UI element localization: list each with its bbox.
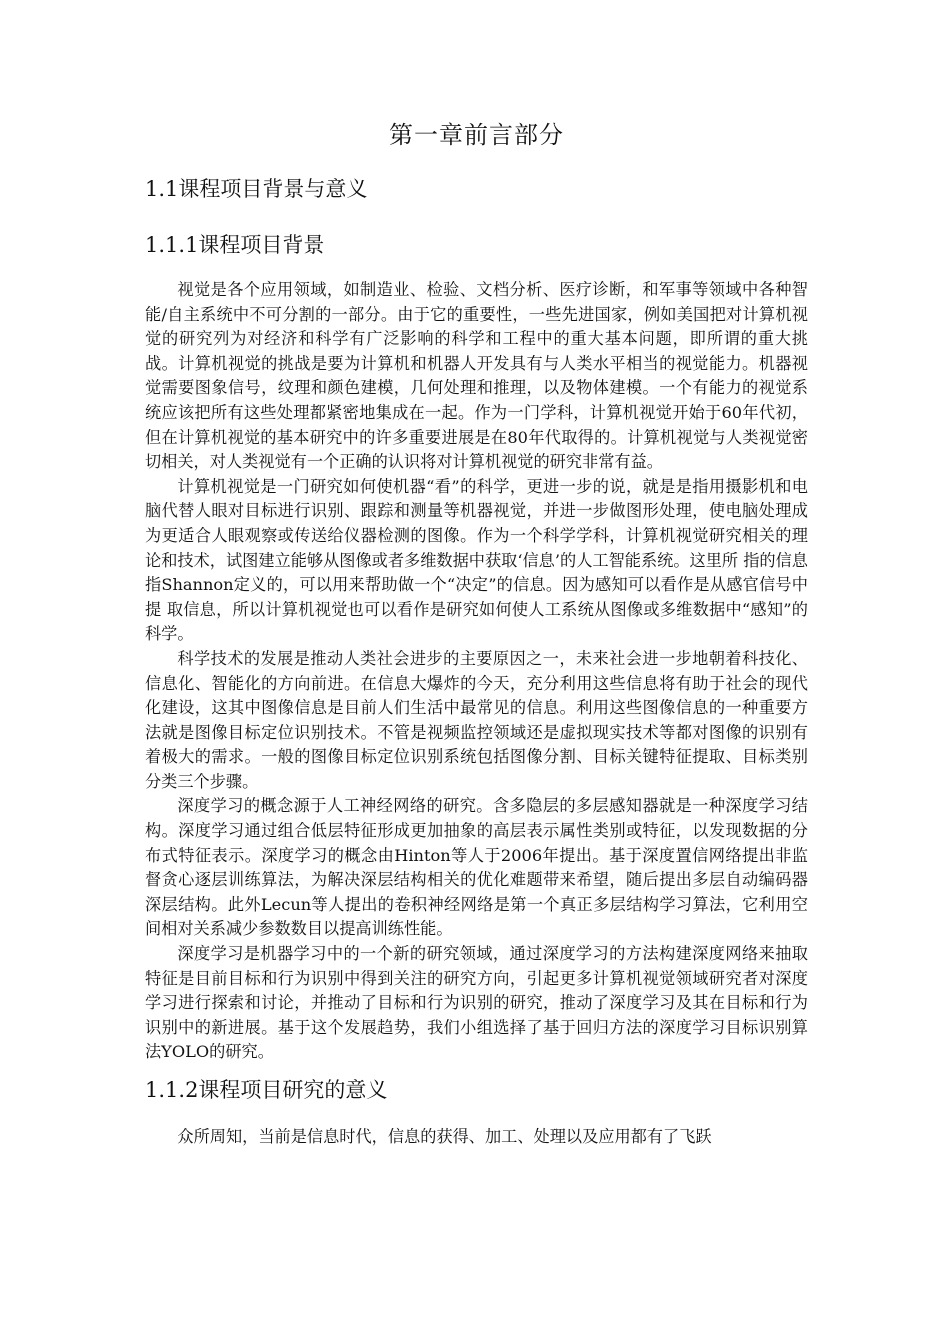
paragraph-4: 深度学习的概念源于人工神经网络的研究。含多隐层的多层感知器就是一种深度学习结构。深度学习通过组合低层特征形成更加抽象的高层表示属性类别或特征，以发现数据的分布式特征表示。深度学习的概念由Hinton等人于2006年提出。基于深度置信网络提出非监督贪心逐层训练算法，为解决深层结构相关的优化难题带来希望，随后提出多层自动编码器深层结构。此外Lecun等人提出的卷积神经网络是第一个真正多层结构学习算法，它利用空间相对关系减少参数数目以提高训练性能。 xyxy=(145,796,808,939)
section-heading-1-1: 1.1课程项目背景与意义 xyxy=(145,177,368,201)
section-1-1-2-body xyxy=(145,1125,808,1150)
paragraph-1: 视觉是各个应用领域，如制造业、检验、文档分析、医疗诊断，和军事等领域中各种智能/自主系统中不可分割的一部分。由于它的重要性，一些先进国家，例如美国把对计算机视觉的研究列为对经济和科学有广泛影响的科学和工程中的重大基本问题，即所谓的重大挑战。计算机视觉的挑战是要为计算机和机器人开发具有与人类水平相当的视觉能力。机器视觉需要图象信号，纹理和颜色建模，几何处理和推理，以及物体建模。一个有能力的视觉系统应该把所有这些处理都紧密地集成在一起。作为一门学科，计算机视觉开始于60年代初，但在计算机视觉的基本研究中的许多重要进展是在80年代取得的。计算机视觉与人类视觉密切相关，对人类视觉有一个正确的认识将对计算机视觉的研究非常有益。 xyxy=(145,280,808,472)
paragraph-3: 科学技术的发展是推动人类社会进步的主要原因之一，未来社会进一步地朝着科技化、信息化、智能化的方向前进。在信息大爆炸的今天，充分利用这些信息将有助于社会的现代化建设，这其中图像信息是目前人们生活中最常见的信息。利用这些图像信息的一种重要方法就是图像目标定位识别技术。不管是视频监控领域还是虚拟现实技术等都对图像的识别有着极大的需求。一般的图像目标定位识别系统包括图像分割、目标关键特征提取、目标类别分类三个步骤。 xyxy=(145,648,808,791)
section-heading-1-1-2: 1.1.2课程项目研究的意义 xyxy=(145,1078,388,1102)
section-heading-1-1-1: 1.1.1课程项目背景 xyxy=(145,233,325,257)
paragraph-5: 深度学习是机器学习中的一个新的研究领域，通过深度学习的方法构建深度网络来抽取特征是目前目标和行为识别中得到关注的研究方向，引起更多计算机视觉领域研究者对深度学习进行探索和讨论，并推动了目标和行为识别的研究，推动了深度学习及其在目标和行为识别中的新进展。基于这个发展趋势，我们小组选择了基于回归方法的深度学习目标识别算法YOLO的研究。 xyxy=(145,944,808,1062)
chapter-title: 第一章前言部分 xyxy=(389,121,564,149)
paragraph-2: 计算机视觉是一门研究如何使机器“看”的科学，更进一步的说，就是是指用摄影机和电脑代替人眼对目标进行识别、跟踪和测量等机器视觉，并进一步做图形处理，使电脑处理成为更适合人眼观察或传送给仪器检测的图像。作为一个科学学科，计算机视觉研究相关的理论和技术，试图建立能够从图像或者多维数据中获取‘信息’的人工智能系统。这里所 指的信息指Shannon定义的，可以用来帮助做一个“决定”的信息。因为感知可以看作是从感官信号中提 取信息，所以计算机视觉也可以看作是研究如何使人工系统从图像或多维数据中“感知”的科学。 xyxy=(145,476,808,644)
paragraph-6: 众所周知，当前是信息时代，信息的获得、加工、处理以及应用都有了飞跃 xyxy=(177,1127,712,1146)
section-1-1-1-body xyxy=(145,278,808,1065)
